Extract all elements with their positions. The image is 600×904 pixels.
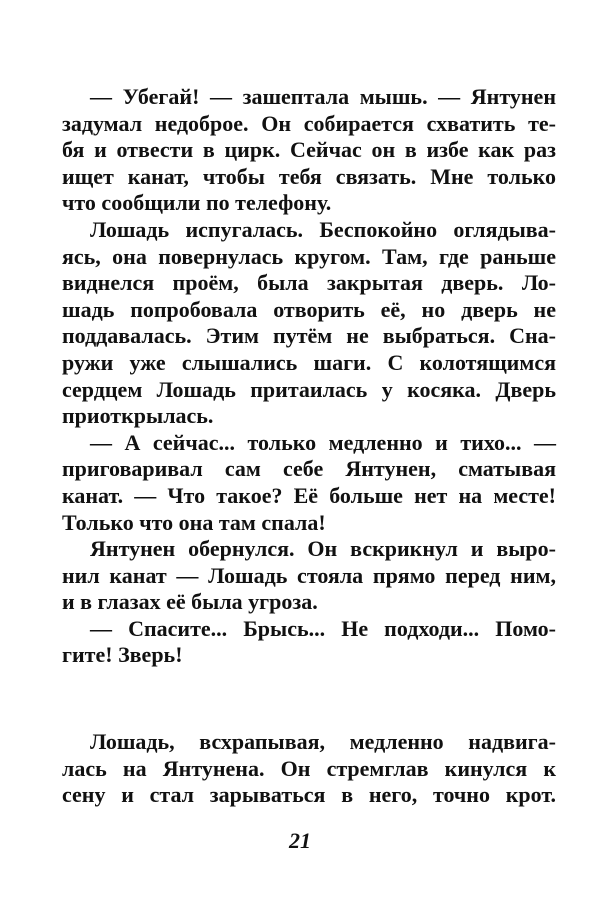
paragraph: [62, 84, 556, 217]
text-line: канат. — Что такое? Её больше нет на месте!: [62, 482, 556, 508]
text-line: виднелся проём, была закрытая дверь. Ло-: [62, 270, 556, 296]
paragraph: [62, 729, 556, 809]
text-line: — Убегай! — зашептала мышь. — Янтунен: [90, 84, 556, 109]
text-line: сену и стал зарываться в него, точно крот.: [62, 782, 556, 808]
text-line: что сообщили по телефону.: [62, 190, 332, 216]
text-line: поддавалась. Этим путём не выбраться. Сна-: [62, 323, 556, 349]
text-line: Янтунен обернулся. Он вскрикнул и выро-: [90, 536, 556, 562]
text-line: приоткрылась.: [62, 403, 214, 429]
section-gap: [62, 669, 556, 729]
paragraph: [62, 616, 556, 669]
text-line: Только что она там спала!: [62, 509, 326, 535]
text-line: нил канат — Лошадь стояла прямо перед ним,: [62, 562, 556, 588]
text-line: лась на Янтунена. Он стремглав кинулся к: [62, 755, 556, 781]
page-number: 21: [289, 828, 311, 853]
paragraph: [62, 217, 556, 430]
paragraph: [62, 536, 556, 616]
text-line: ружи уже слышались шаги. С колотящимся: [62, 349, 556, 375]
text-line: сердцем Лошадь притаилась у косяка. Дверь: [62, 376, 556, 402]
text-line: ищет канат, чтобы тебя связать. Мне только: [62, 163, 556, 189]
text-line: бя и отвести в цирк. Сейчас он в избе как раз: [62, 137, 556, 163]
text-line: задумал недоброе. Он собирается схватить те-: [62, 110, 556, 136]
text-line: — А сейчас... только медленно и тихо... —: [90, 429, 556, 455]
text-line: шадь попробовала отворить её, но дверь не: [62, 296, 556, 322]
text-line: ясь, она повернулась кругом. Там, где раньше: [62, 243, 556, 269]
text-line: Лошадь испугалась. Беспокойно оглядыва-: [90, 216, 556, 242]
text-line: и в глазах её была угроза.: [62, 589, 318, 615]
text-line: приговаривал сам себе Янтунен, сматывая: [62, 456, 556, 482]
page-body: [62, 84, 556, 809]
paragraph: [62, 430, 556, 536]
text-line: Лошадь, всхрапывая, медленно надвига-: [90, 729, 556, 755]
text-line: — Спасите... Брысь... Не подходи... Помо-: [90, 615, 556, 641]
text-line: гите! Зверь!: [62, 642, 183, 668]
